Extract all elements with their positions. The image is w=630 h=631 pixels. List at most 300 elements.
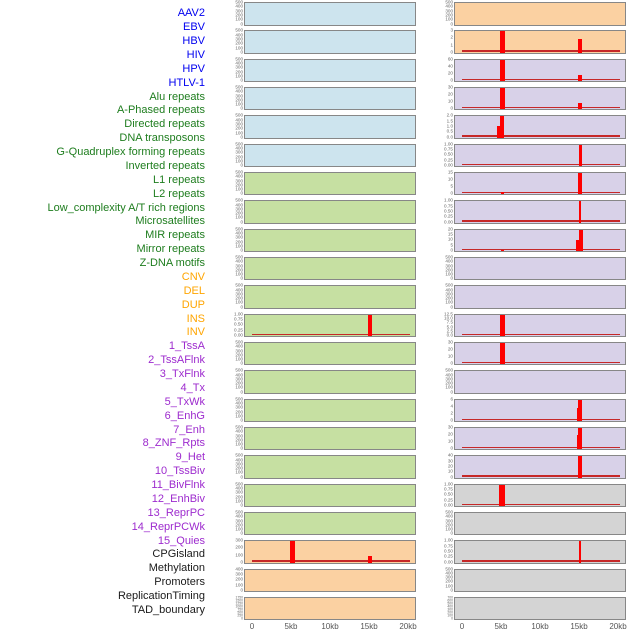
y-axis-tick: 0.75	[444, 146, 453, 152]
y-axis-tick: 500	[235, 28, 243, 34]
track-panel	[450, 396, 626, 423]
y-axis-tick: 100	[235, 552, 243, 558]
signal-peak	[368, 556, 372, 563]
y-axis-tick: 1250	[235, 601, 243, 606]
y-axis-tick: 100	[235, 45, 243, 51]
track-label: Microsatellites	[135, 215, 205, 228]
y-axis-tick: 500	[235, 198, 243, 203]
y-axis-tick: 200	[445, 380, 453, 386]
y-axis-tick: 0.00	[444, 162, 453, 168]
y-axis-tick: 100	[445, 16, 453, 22]
y-axis-tick: 300	[235, 36, 243, 42]
track-label: Mirror repeats	[136, 243, 205, 256]
y-axis-tick: 100	[445, 300, 453, 306]
y-axis-tick: 300	[445, 291, 453, 297]
y-axis-tick: 0.75	[234, 316, 243, 322]
y-axis-tick: 0.5	[446, 129, 453, 135]
y-axis-tick: 1500	[235, 598, 243, 603]
track-label: 11_BivFlnk	[151, 479, 205, 492]
track-label: MIR repeats	[145, 229, 205, 242]
y-axis-tick: 0.50	[444, 492, 453, 498]
track-label: 1_TssA	[168, 340, 205, 353]
track-label: HIV	[186, 48, 205, 61]
y-axis-tick: 100	[447, 613, 453, 618]
y-axis-tick: 6	[450, 396, 453, 402]
y-axis-tick: 100	[235, 356, 243, 362]
y-axis-tick: 0.75	[444, 203, 453, 209]
y-axis-tick: 0.50	[444, 208, 453, 214]
y-axis-tick: 10.0	[444, 315, 453, 321]
signal-peak	[499, 485, 505, 507]
track-label: DEL	[183, 284, 205, 297]
track-panel	[235, 367, 416, 395]
y-axis-tick: 0	[450, 21, 453, 27]
track-panel	[235, 0, 416, 27]
track-label: CPGisland	[152, 548, 205, 561]
y-axis-tick: 400	[445, 372, 453, 378]
y-axis-tick: 60	[447, 56, 453, 62]
signal-peak	[578, 103, 582, 109]
track-label: AAV2	[177, 7, 205, 20]
y-axis-tick: 0	[450, 106, 453, 112]
y-axis-tick: 1.00	[444, 141, 453, 147]
track-panel	[447, 595, 626, 621]
track-panel	[444, 198, 626, 225]
y-axis-tick: 700	[447, 595, 453, 600]
y-axis-tick: 300	[235, 178, 243, 184]
track-panel	[447, 84, 626, 112]
y-axis-tick: 200	[235, 352, 243, 358]
track-panel	[235, 396, 416, 423]
x-axis-tick: 15kb	[570, 622, 588, 631]
y-axis-tick: 0	[450, 49, 453, 55]
y-axis-tick: 500	[445, 254, 453, 260]
y-axis-tick: 0	[240, 276, 243, 282]
signal-baseline	[462, 504, 620, 506]
y-axis-tick: 20	[447, 346, 453, 352]
y-axis-tick: 100	[235, 130, 243, 136]
track-panel	[235, 254, 416, 282]
y-axis-tick: 400	[235, 258, 243, 264]
y-axis-tick: 10	[447, 469, 453, 475]
track-label: Promoters	[154, 576, 205, 589]
x-axis-tick: 5kb	[494, 622, 508, 631]
y-axis-tick: 0.25	[234, 327, 243, 333]
y-axis-tick: 0.75	[444, 486, 453, 492]
y-axis-tick: 400	[235, 485, 243, 491]
track-panel	[446, 113, 626, 140]
x-axis-tick: 20kb	[609, 622, 627, 631]
y-axis-tick: 300	[235, 234, 243, 240]
y-axis-tick: 0	[240, 502, 243, 508]
track-label: A-Phased repeats	[116, 104, 205, 117]
y-axis-tick: 0.00	[444, 559, 453, 565]
signal-peak	[500, 88, 505, 110]
y-axis-tick: 200	[445, 579, 453, 585]
track-panel	[447, 169, 626, 197]
y-axis-tick: 0.25	[444, 157, 453, 163]
y-axis-tick: 200	[235, 239, 243, 245]
signal-peak	[290, 541, 295, 563]
y-axis-tick: 2	[450, 35, 453, 41]
track-label: CNV	[181, 270, 205, 283]
track-label: DNA transposons	[119, 132, 205, 145]
y-axis-tick: 0	[240, 219, 243, 225]
y-axis-tick: 0	[450, 191, 453, 197]
x-axis-tick: 10kb	[321, 622, 339, 631]
signal-baseline	[462, 447, 620, 449]
track-panel	[445, 283, 626, 310]
signal-peak	[500, 60, 505, 82]
track-panel	[235, 509, 416, 537]
track-label: 10_TssBiv	[154, 465, 205, 478]
y-axis-tick: 300	[235, 291, 243, 297]
y-axis-tick: 1	[450, 42, 453, 48]
y-axis-tick: 300	[235, 263, 243, 269]
x-axis-tick: 5kb	[284, 622, 298, 631]
signal-peak	[579, 541, 581, 563]
y-axis-tick: 0.50	[444, 152, 453, 158]
y-axis-tick: 0.00	[444, 219, 453, 225]
y-axis-tick: 1.00	[444, 481, 453, 487]
y-axis-tick: 400	[235, 145, 243, 151]
signal-peak	[500, 31, 505, 53]
y-axis-tick: 100	[235, 300, 243, 306]
track-label: Inverted repeats	[125, 159, 205, 172]
y-axis-tick: 0	[240, 106, 243, 112]
y-axis-tick: 200	[445, 12, 453, 18]
signal-peak	[579, 230, 583, 252]
y-axis-tick: 500	[235, 84, 243, 90]
y-axis-tick: 250	[237, 613, 243, 618]
track-label: 12_EnhBiv	[151, 492, 205, 505]
y-axis-tick: 400	[445, 258, 453, 264]
y-axis-tick: 300	[235, 206, 243, 212]
signal-peak	[578, 456, 582, 478]
track-panel	[445, 254, 626, 282]
y-axis-tick: 100	[235, 441, 243, 447]
y-axis-tick: 100	[235, 385, 243, 391]
signal-baseline	[462, 334, 620, 336]
track-label: Directed repeats	[124, 118, 205, 131]
y-axis-tick: 200	[235, 522, 243, 528]
y-axis-tick: 0	[240, 446, 243, 452]
y-axis-tick: 7.5	[446, 319, 453, 325]
track-label: 15_Quies	[157, 534, 205, 547]
y-axis-tick: 200	[235, 295, 243, 301]
y-axis-tick: 0	[450, 531, 453, 537]
y-axis-tick: 100	[235, 582, 243, 588]
x-axis-tick: 20kb	[399, 622, 417, 631]
y-axis-tick: 100	[235, 215, 243, 221]
track-label: Alu repeats	[149, 90, 205, 103]
y-axis-tick: 500	[235, 339, 243, 345]
y-axis-tick: 0	[240, 587, 243, 593]
y-axis-tick: 200	[235, 494, 243, 500]
y-axis-tick: 0	[450, 446, 453, 452]
y-axis-tick: 0.50	[234, 322, 243, 328]
y-axis-tick: 300	[235, 149, 243, 155]
y-axis-tick: 500	[445, 566, 453, 572]
y-axis-tick: 10	[447, 99, 453, 105]
y-axis-tick: 100	[445, 526, 453, 532]
track-panel	[445, 0, 626, 27]
signal-peak	[500, 116, 504, 138]
signal-peak	[501, 250, 504, 252]
signal-baseline	[252, 560, 410, 562]
y-axis-tick: 300	[445, 574, 453, 580]
track-panel	[234, 311, 416, 338]
y-axis-tick: 500	[235, 226, 243, 232]
y-axis-tick: 5	[450, 184, 453, 189]
signal-baseline	[462, 50, 620, 52]
track-panel	[235, 537, 416, 565]
y-axis-tick: 100	[235, 271, 243, 277]
y-axis-tick: 2.0	[446, 113, 453, 119]
y-axis-tick: 300	[235, 93, 243, 99]
y-axis-tick: 300	[235, 121, 243, 127]
track-panel	[235, 226, 416, 253]
y-axis-tick: 400	[235, 4, 243, 9]
y-axis-tick: 0	[240, 247, 243, 253]
y-axis-tick: 300	[235, 461, 243, 467]
y-axis-tick: 0	[240, 49, 243, 55]
y-axis-tick: 750	[237, 607, 243, 612]
y-axis-tick: 100	[235, 413, 243, 419]
track-label: Z-DNA motifs	[139, 257, 205, 270]
y-axis-tick: 1750	[235, 595, 243, 600]
y-axis-tick: 400	[235, 173, 243, 179]
track-panel	[235, 28, 416, 55]
signal-baseline	[252, 334, 410, 336]
y-axis-tick: 100	[235, 186, 243, 192]
track-panel	[235, 198, 416, 225]
y-axis-tick: 200	[235, 545, 243, 551]
y-axis-tick: 500	[235, 367, 243, 373]
y-axis-tick: 0	[240, 361, 243, 367]
y-axis-tick: 15	[447, 169, 453, 175]
y-axis-tick: 500	[235, 169, 243, 175]
y-axis-tick: 400	[235, 60, 243, 66]
signal-baseline	[462, 164, 620, 166]
signal-baseline	[462, 192, 620, 194]
y-axis-tick: 15	[447, 231, 453, 237]
track-label: 8_ZNF_Rpts	[142, 437, 205, 450]
y-axis-tick: 4	[450, 403, 453, 409]
y-axis-tick: 100	[235, 73, 243, 79]
y-axis-tick: 1.00	[444, 198, 453, 203]
y-axis-tick: 20	[447, 431, 453, 437]
y-axis-tick: 300	[235, 537, 243, 543]
track-label: 9_Het	[175, 451, 205, 464]
y-axis-tick: 300	[445, 263, 453, 269]
track-panel	[235, 56, 416, 83]
track-panel	[235, 113, 416, 140]
y-axis-tick: 5	[450, 242, 453, 248]
signal-baseline	[462, 249, 620, 251]
track-panel	[235, 481, 416, 508]
y-axis-tick: 300	[447, 607, 453, 612]
track-label: HBV	[182, 35, 205, 48]
y-axis-tick: 500	[445, 509, 453, 515]
y-axis-tick: 20	[447, 91, 453, 97]
y-axis-tick: 400	[235, 230, 243, 236]
track-panel	[445, 509, 626, 537]
signal-baseline	[462, 560, 620, 562]
y-axis-tick: 300	[235, 404, 243, 410]
y-axis-tick: 400	[445, 513, 453, 519]
y-axis-tick: 500	[235, 283, 243, 288]
y-axis-tick: 10	[447, 237, 453, 243]
signal-baseline	[462, 419, 620, 421]
track-label: 7_Enh	[173, 423, 205, 436]
y-axis-tick: 100	[445, 271, 453, 277]
y-axis-tick: 500	[235, 254, 243, 260]
track-label: HTLV-1	[168, 76, 205, 89]
y-axis-tick: 0	[451, 616, 453, 621]
y-axis-tick: 0.00	[234, 332, 243, 338]
y-axis-tick: 400	[447, 604, 453, 609]
track-label: 2_TssAFlnk	[148, 354, 205, 367]
y-axis-tick: 200	[235, 437, 243, 443]
y-axis-tick: 0.0	[446, 134, 453, 140]
y-axis-tick: 0	[450, 247, 453, 253]
track-panel	[447, 452, 626, 480]
track-panel	[447, 424, 626, 452]
track-label: Low_complexity A/T rich regions	[47, 201, 205, 214]
track-panel	[447, 226, 626, 253]
signal-baseline	[462, 79, 620, 81]
track-label: EBV	[182, 21, 205, 34]
y-axis-tick: 200	[445, 522, 453, 528]
y-axis-tick: 10	[447, 176, 453, 182]
signal-peak	[368, 315, 372, 337]
y-axis-tick: 200	[235, 409, 243, 415]
y-axis-tick: 0	[240, 21, 243, 27]
signal-baseline	[462, 135, 620, 137]
track-panel	[444, 481, 626, 508]
y-axis-tick: 5.0	[446, 324, 453, 330]
track-label: HPV	[182, 62, 205, 75]
signal-peak	[578, 39, 582, 53]
y-axis-tick: 0	[240, 389, 243, 395]
y-axis-tick: 500	[235, 424, 243, 430]
track-label: ReplicationTiming	[117, 590, 205, 603]
y-axis-tick: 1.00	[234, 311, 243, 317]
track-label: INS	[186, 312, 205, 325]
y-axis-tick: 100	[235, 16, 243, 22]
y-axis-tick: 200	[235, 97, 243, 103]
y-axis-tick: 400	[235, 88, 243, 94]
y-axis-tick: 200	[235, 577, 243, 583]
y-axis-tick: 500	[445, 0, 453, 5]
y-axis-tick: 400	[235, 428, 243, 434]
y-axis-tick: 500	[235, 396, 243, 402]
y-axis-tick: 300	[235, 518, 243, 524]
y-axis-tick: 30	[447, 339, 453, 345]
y-axis-tick: 30	[447, 458, 453, 464]
x-axis-tick: 15kb	[360, 622, 378, 631]
track-panel	[445, 566, 626, 593]
y-axis-tick: 300	[235, 64, 243, 70]
y-axis-tick: 0	[450, 304, 453, 310]
signal-peak	[579, 201, 581, 223]
y-axis-tick: 2.5	[446, 328, 453, 334]
signal-peak	[579, 145, 582, 167]
x-axis-tick: 0	[459, 622, 465, 631]
y-axis-tick: 300	[235, 433, 243, 439]
y-axis-tick: 0.50	[444, 548, 453, 554]
y-axis-tick: 10	[447, 353, 453, 359]
y-axis-tick: 40	[447, 63, 453, 69]
track-panel	[444, 537, 626, 565]
y-axis-tick: 300	[445, 376, 453, 382]
y-axis-tick: 20	[447, 226, 453, 232]
y-axis-tick: 0.25	[444, 554, 453, 560]
y-axis-tick: 500	[445, 283, 453, 288]
y-axis-tick: 400	[235, 117, 243, 123]
y-axis-tick: 500	[235, 481, 243, 487]
y-axis-tick: 200	[235, 182, 243, 188]
y-axis-tick: 0	[450, 361, 453, 367]
y-axis-tick: 200	[447, 610, 453, 615]
y-axis-tick: 0	[450, 474, 453, 480]
track-panel	[235, 452, 416, 480]
y-axis-tick: 20	[447, 463, 453, 469]
y-axis-tick: 20	[447, 70, 453, 76]
track-panel	[235, 339, 416, 367]
y-axis-tick: 30	[447, 424, 453, 430]
y-axis-tick: 300	[445, 518, 453, 524]
y-axis-tick: 300	[235, 8, 243, 14]
y-axis-tick: 100	[235, 498, 243, 504]
y-axis-tick: 100	[235, 101, 243, 107]
y-axis-tick: 400	[235, 457, 243, 463]
y-axis-tick: 0.0	[446, 332, 453, 338]
signal-peak	[578, 428, 582, 450]
track-panel	[235, 84, 416, 112]
y-axis-tick: 500	[237, 610, 243, 615]
signal-baseline	[462, 107, 620, 109]
signal-peak	[578, 75, 582, 81]
y-axis-tick: 400	[235, 566, 243, 572]
track-label: G-Quadruplex forming repeats	[56, 146, 205, 159]
y-axis-tick: 200	[235, 465, 243, 471]
y-axis-tick: 100	[235, 158, 243, 164]
y-axis-tick: 0	[240, 531, 243, 537]
y-axis-tick: 200	[445, 295, 453, 301]
y-axis-tick: 400	[235, 32, 243, 38]
y-axis-tick: 0	[240, 559, 243, 565]
track-label: DUP	[181, 298, 205, 311]
y-axis-tick: 100	[235, 470, 243, 476]
track-panel	[445, 367, 626, 395]
signal-peak	[578, 173, 582, 195]
signal-baseline	[462, 362, 620, 364]
y-axis-tick: 400	[235, 372, 243, 378]
track-label: L1 repeats	[153, 173, 205, 186]
y-axis-tick: 100	[445, 583, 453, 589]
y-axis-tick: 3	[450, 28, 453, 34]
y-axis-tick: 400	[235, 400, 243, 406]
signal-peak	[578, 400, 582, 422]
y-axis-tick: 300	[235, 348, 243, 354]
track-panel	[450, 28, 626, 55]
y-axis-tick: 600	[447, 598, 453, 603]
y-axis-tick: 0.25	[444, 214, 453, 220]
y-axis-tick: 2	[450, 410, 453, 416]
y-axis-tick: 0	[240, 191, 243, 197]
